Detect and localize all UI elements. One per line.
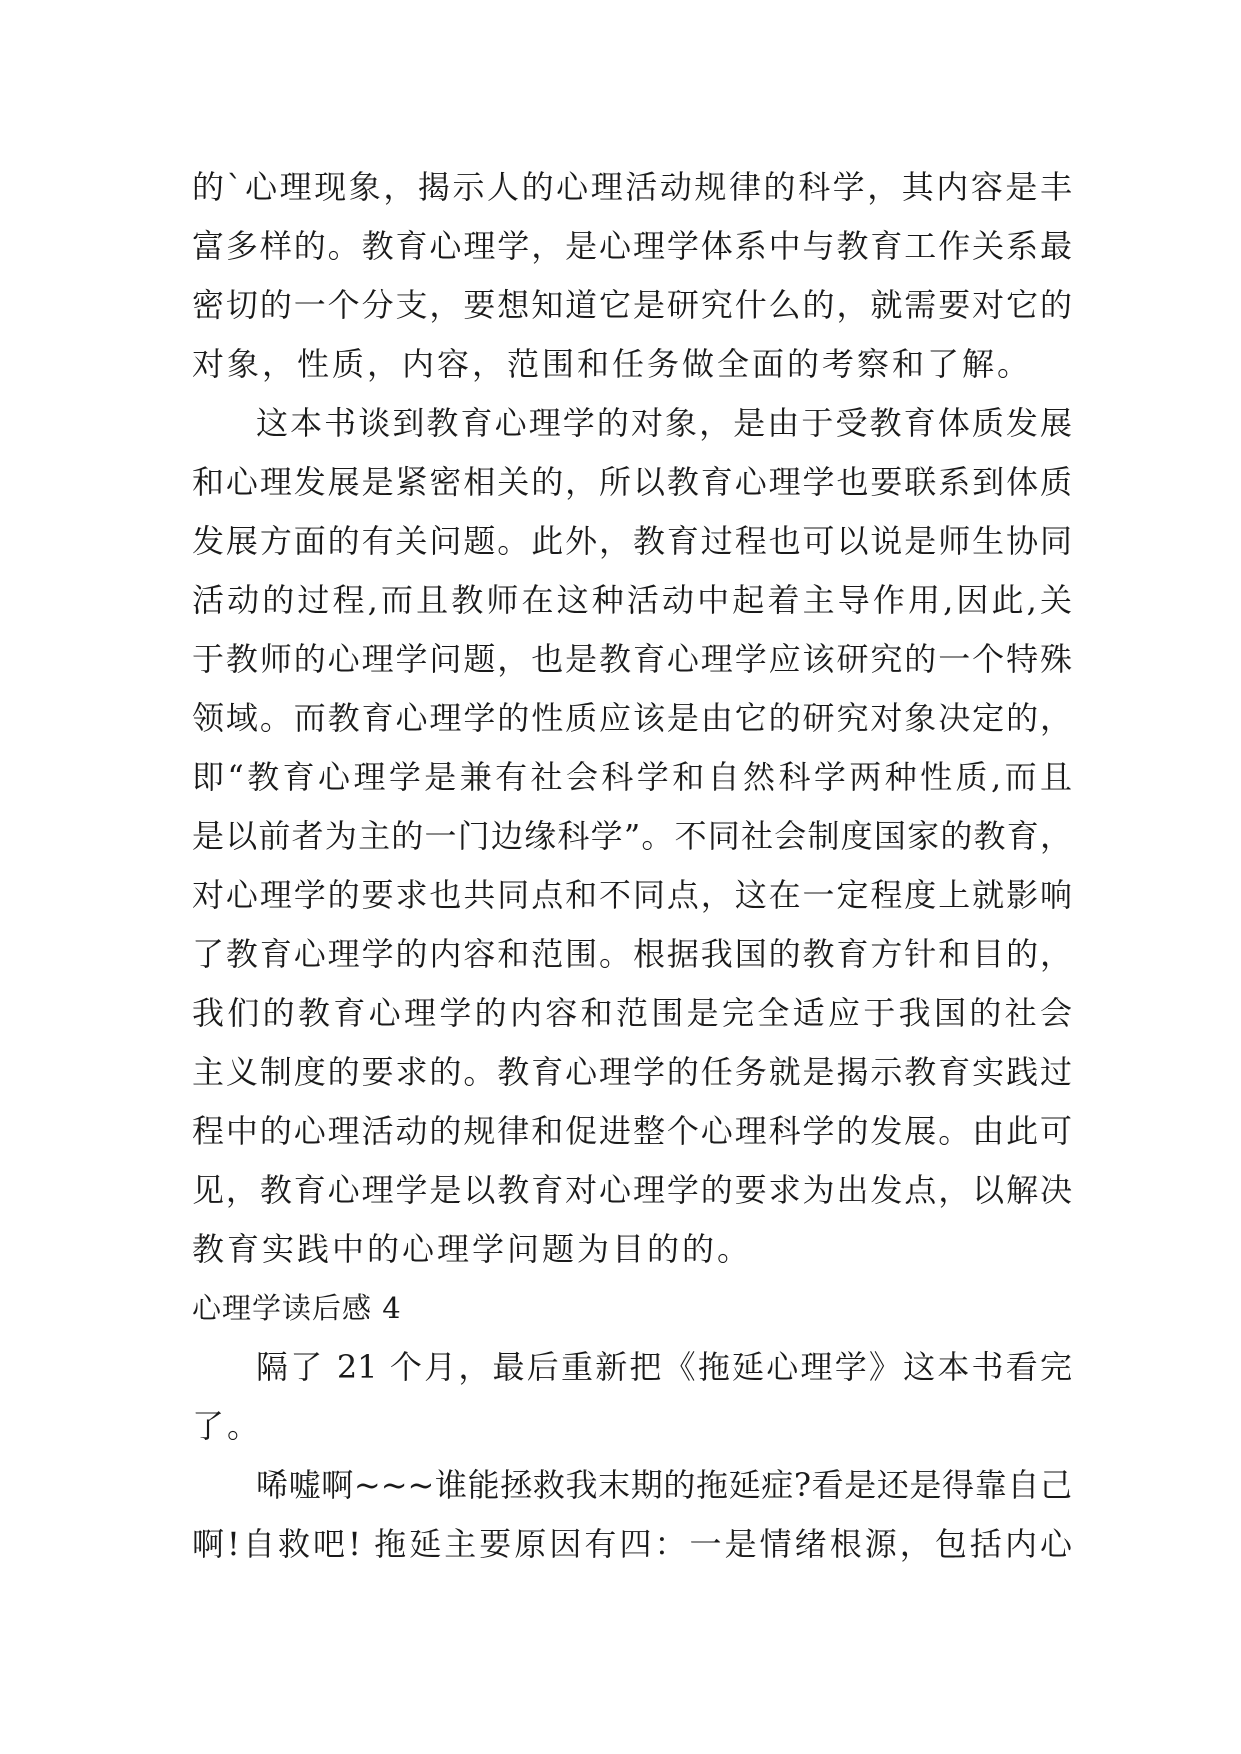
- text-line: 是以前者为主的一门边缘科学”。不同社会制度国家的教育，: [192, 817, 1072, 855]
- text-line: 这本书谈到教育心理学的对象，是由于受教育体质发展: [256, 404, 1072, 442]
- text-line: 即“教育心理学是兼有社会科学和自然科学两种性质,而且: [192, 758, 1072, 796]
- text-line: 教育实践中的心理学问题为目的的。: [192, 1230, 753, 1268]
- text-line: 唏嘘啊~~~谁能拯救我末期的拖延症?看是还是得靠自己: [256, 1466, 1072, 1504]
- text-line: 领域。而教育心理学的性质应该是由它的研究对象决定的，: [192, 699, 1072, 737]
- paragraph-4: [192, 1456, 1072, 1574]
- text-line: 了。: [192, 1407, 263, 1445]
- text-line: 对心理学的要求也共同点和不同点，这在一定程度上就影响: [192, 876, 1072, 914]
- text-line: 啊!自救吧! 拖延主要原因有四：一是情绪根源，包括内心: [192, 1525, 1072, 1563]
- text-line: 活动的过程,而且教师在这种活动中起着主导作用,因此,关: [192, 581, 1072, 619]
- text-line: 对象，性质，内容，范围和任务做全面的考察和了解。: [192, 345, 1033, 383]
- paragraph-3: [192, 1338, 1072, 1456]
- text-line: 于教师的心理学问题，也是教育心理学应该研究的一个特殊: [192, 640, 1072, 678]
- text-line: 我们的教育心理学的内容和范围是完全适应于我国的社会: [192, 994, 1072, 1032]
- section-heading: 心理学读后感 4: [192, 1291, 402, 1325]
- text-line: 的`心理现象，揭示人的心理活动规律的科学，其内容是丰: [192, 168, 1072, 206]
- paragraph-2: [192, 394, 1072, 1279]
- paragraph-1: [192, 158, 1072, 394]
- text-line: 和心理发展是紧密相关的，所以教育心理学也要联系到体质: [192, 463, 1072, 501]
- text-line: 发展方面的有关问题。此外，教育过程也可以说是师生协同: [192, 522, 1072, 560]
- text-line: 见，教育心理学是以教育对心理学的要求为出发点，以解决: [192, 1171, 1072, 1209]
- text-line: 富多样的。教育心理学，是心理学体系中与教育工作关系最: [192, 227, 1072, 265]
- text-line: 了教育心理学的内容和范围。根据我国的教育方针和目的，: [192, 935, 1072, 973]
- text-line: 密切的一个分支，要想知道它是研究什么的，就需要对它的: [192, 286, 1072, 324]
- text-line: 隔了 21 个月，最后重新把《拖延心理学》这本书看完: [256, 1348, 1072, 1386]
- text-line: 程中的心理活动的规律和促进整个心理科学的发展。由此可: [192, 1112, 1072, 1150]
- text-line: 主义制度的要求的。教育心理学的任务就是揭示教育实践过: [192, 1053, 1072, 1091]
- document-body: [192, 158, 1072, 1574]
